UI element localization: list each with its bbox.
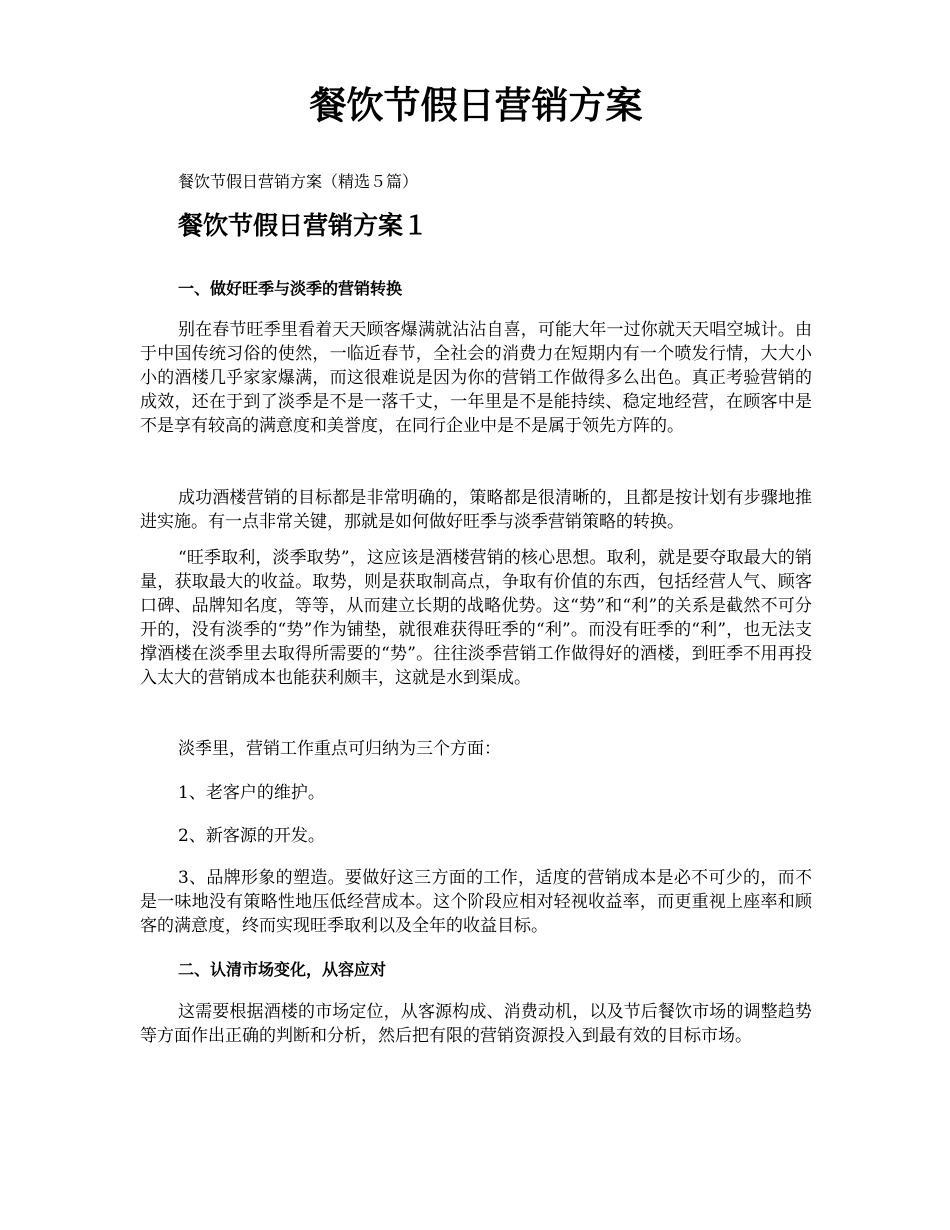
document-subtitle: 餐饮节假日营销方案（精选５篇） [178, 172, 419, 191]
paragraph-7: 3、品牌形象的塑造。要做好这三方面的工作，适度的营销成本是必不可少的，而不是一味地没有策略性地压低经营成本。这个阶段应相对轻视收益率，而更重视上座率和顾客的满意度，终而实现旺季取利以及全年的收益目标。 [140, 868, 812, 936]
paragraph-1: 别在春节旺季里看着天天顾客爆满就沾沾自喜，可能大年一过你就天天唱空城计。由于中国传统习俗的使然，一临近春节，全社会的消费力在短期内有一个喷发行情，大大小小的酒楼几乎家家爆满，而这很难说是因为你的营销工作做得多么出色。真正考验营销的成效，还在于到了淡季是不是一落千丈，一年里是不是能持续、稳定地经营，在顾客中是不是享有较高的满意度和美誉度，在同行企业中是不是属于领先方阵的。 [140, 320, 812, 436]
document-title: 餐饮节假日营销方案 [309, 83, 643, 127]
paragraph-3: “旺季取利，淡季取势”，这应该是酒楼营销的核心思想。取利，就是要夺取最大的销量，获取最大的收益。取势，则是获取制高点，争取有价值的东西，包括经营人气、顾客口碑、品牌知名度，等等，从而建立长期的战略优势。这“势”和“利”的关系是截然不可分开的，没有淡季的“势”作为铺垫，就很难获得旺季的“利”。而没有旺季的“利”，也无法支撑酒楼在淡季里去取得所需要的“势”。往往淡季营销工作做得好的酒楼，到旺季不用再投入太大的营销成本也能获利颇丰，这就是水到渠成。 [140, 548, 812, 688]
paragraph-6: 2、新客源的开发。 [178, 826, 325, 846]
paragraph-2: 成功酒楼营销的目标都是非常明确的，策略都是很清晰的，且都是按计划有步骤地推进实施。有一点非常关键，那就是如何做好旺季与淡季营销策略的转换。 [140, 488, 812, 532]
section-heading-1: 一、做好旺季与淡季的营销转换 [178, 279, 403, 298]
paragraph-4: 淡季里，营销工作重点可归纳为三个方面： [178, 739, 501, 759]
section-heading-2: 二、认清市场变化，从容应对 [178, 960, 387, 979]
section-title: 餐饮节假日营销方案１ [178, 211, 429, 240]
paragraph-5: 1、老客户的维护。 [178, 783, 325, 803]
paragraph-8: 这需要根据酒楼的市场定位，从客源构成、消费动机，以及节后餐饮市场的调整趋势等方面作出正确的判断和分析，然后把有限的营销资源投入到最有效的目标市场。 [140, 1002, 812, 1046]
